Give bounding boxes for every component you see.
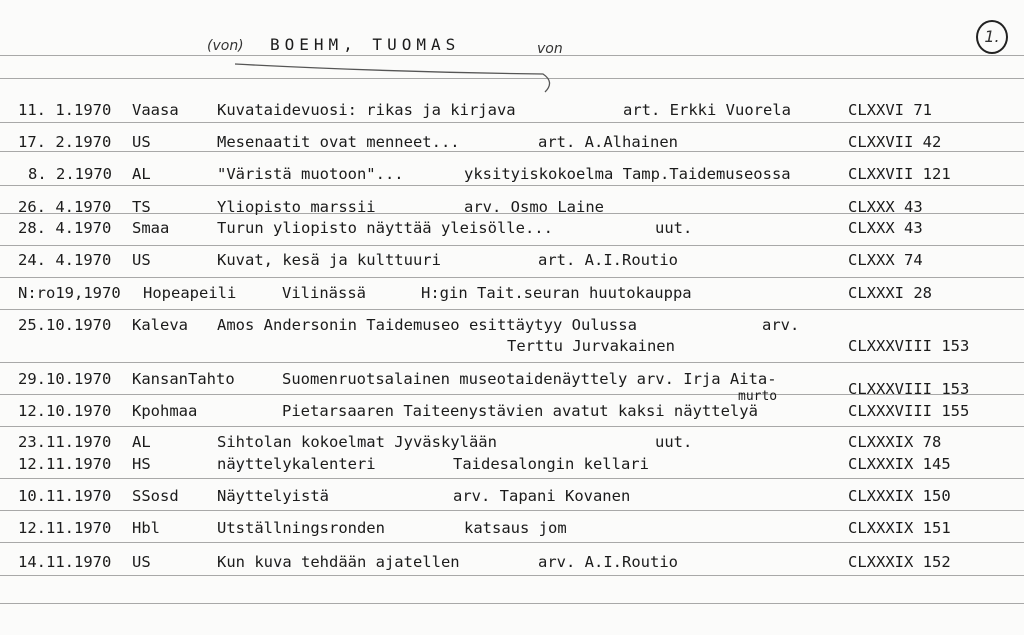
entry-date: 12.11.1970 [18,455,112,473]
entry-date: 23.11.1970 [18,433,112,451]
rule-line [0,151,1024,152]
entry-source: Hopeapeili [143,284,237,302]
entry-title: Mesenaatit ovat menneet... [217,133,460,151]
entry-date: 11. 1.1970 [18,101,112,119]
entry-title: Pietarsaaren Taiteenystävien avatut kaksi näyttelyä [282,402,758,420]
entry-ref: CLXXXIX 78 [848,433,942,451]
entry-date: 29.10.1970 [18,370,112,388]
card-number-circle [976,20,1008,54]
entry-note-continued: Terttu Jurvakainen [507,337,675,355]
rule-line [0,122,1024,123]
entry-source: Hbl [132,519,160,537]
entry-note: arv. Tapani Kovanen [453,487,631,505]
entry-date: 26. 4.1970 [18,198,112,216]
entry-note: yksityiskokoelma Tamp.Taidemuseossa [464,165,791,183]
entry-source: US [132,133,151,151]
rule-line [0,426,1024,427]
rule-line [0,478,1024,479]
entry-ref: CLXXVI 71 [848,101,932,119]
entry-ref: CLXXXIX 145 [848,455,951,473]
entry-title: Turun yliopisto näyttää yleisölle... [217,219,553,237]
entry-date: 12.11.1970 [18,519,112,537]
entry-title: "Väristä muotoon"... [217,165,404,183]
entry-title: Yliopisto marssii [217,198,376,216]
entry-ref: CLXXX 74 [848,251,923,269]
entry-title: Vilinässä [282,284,366,302]
entry-title: Utställningsronden [217,519,385,537]
entry-title: Kun kuva tehdään ajatellen [217,553,460,571]
entry-ref: CLXXXIX 151 [848,519,951,537]
entry-note: art. Erkki Vuorela [623,101,791,119]
entry-note-superscript: murto [738,389,778,404]
entry-note: art. A.Alhainen [538,133,678,151]
entry-source: AL [132,433,151,451]
entry-note: H:gin Tait.seuran huutokauppa [421,284,692,302]
rule-line [0,309,1024,310]
entry-date: 10.11.1970 [18,487,112,505]
entry-date: N:ro19,1970 [18,284,121,302]
entry-ref: CLXXXIX 152 [848,553,951,571]
entry-date: 12.10.1970 [18,402,112,420]
rule-line [0,575,1024,576]
entry-date: 8. 2.1970 [28,165,112,183]
entry-note: uut. [655,433,693,451]
entry-date: 14.11.1970 [18,553,112,571]
rule-line [0,510,1024,511]
entry-ref: CLXXVII 121 [848,165,951,183]
entry-date: 28. 4.1970 [18,219,112,237]
entry-note: arv. A.I.Routio [538,553,678,571]
entry-source: US [132,251,151,269]
entry-source: Kaleva [132,316,188,334]
entry-title: Kuvat, kesä ja kulttuuri [217,251,441,269]
rule-line [0,245,1024,246]
handwritten-von-prefix: (von) [207,38,244,54]
rule-line [0,362,1024,363]
rule-line [0,277,1024,278]
entry-note: Taidesalongin kellari [453,455,649,473]
entry-date: 25.10.1970 [18,316,112,334]
entry-title: Näyttelyistä [217,487,329,505]
entry-ref: CLXXXVIII 153 [848,337,970,355]
entry-source: Smaa [132,219,170,237]
entry-title: näyttelykalenteri [217,455,376,473]
entry-title: Amos Andersonin Taidemuseo esittäytyy Oulussa [217,316,637,334]
entry-date: 24. 4.1970 [18,251,112,269]
handwritten-von-suffix: von [537,41,563,57]
entry-source: SSosd [132,487,179,505]
entry-ref: CLXXX 43 [848,198,923,216]
entry-ref: CLXXXVIII 155 [848,402,970,420]
entry-source: TS [132,198,151,216]
entry-source: Kpohmaa [132,402,198,420]
entry-ref: CLXXXI 28 [848,284,932,302]
entry-note: uut. [655,219,693,237]
entry-source: Vaasa [132,101,179,119]
rule-line [0,542,1024,543]
entry-title: Kuvataidevuosi: rikas ja kirjava [217,101,516,119]
entry-note: arv. Osmo Laine [464,198,604,216]
entry-date: 17. 2.1970 [18,133,112,151]
handwritten-insert-mark [225,48,565,98]
rule-line [0,603,1024,604]
rule-line [0,185,1024,186]
entry-source: AL [132,165,151,183]
entry-note: art. A.I.Routio [538,251,678,269]
entry-ref: CLXXX 43 [848,219,923,237]
entry-source: HS [132,455,151,473]
entry-ref: CLXXXVIII 153 [848,380,970,398]
entry-note: katsaus jom [464,519,567,537]
entry-title: Sihtolan kokoelmat Jyväskylään [217,433,497,451]
person-name: BOEHM, TUOMAS [270,35,461,54]
entry-title: Suomenruotsalainen museotaidenäyttely arv. Irja Aita- [282,370,777,388]
card-number: 1. [984,27,1000,46]
entry-source: KansanTahto [132,370,235,388]
entry-source: US [132,553,151,571]
entry-ref: CLXXVII 42 [848,133,942,151]
entry-note: arv. [762,316,800,334]
entry-ref: CLXXXIX 150 [848,487,951,505]
